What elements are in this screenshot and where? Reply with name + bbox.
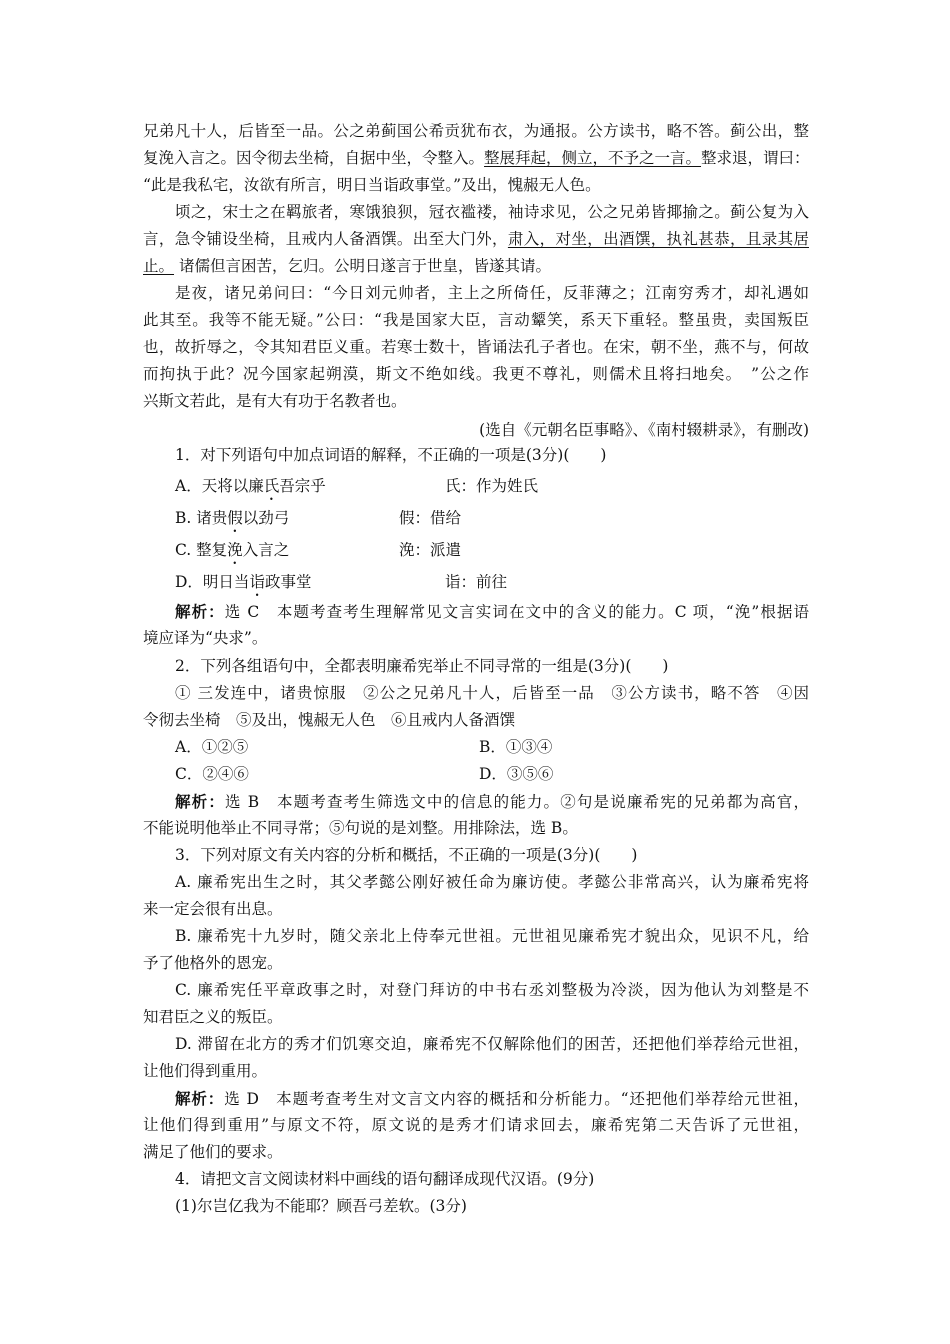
passage bbox=[143, 118, 809, 445]
option-b: B. 廉希宪十九岁时，随父亲北上侍奉元世祖。元世祖见廉希宪才貌出众，见识不凡，给 bbox=[175, 927, 809, 945]
option-d-cont: 让他们得到重用。 bbox=[143, 1062, 268, 1080]
dotted-word: 假 bbox=[227, 509, 243, 527]
underlined-sentence: 整展拜起，侧立，不予之一言。 bbox=[484, 149, 702, 167]
option-d: D．明日当诣政事堂 诣：前往 bbox=[175, 573, 508, 591]
question-3 bbox=[143, 842, 809, 1166]
question-1 bbox=[143, 442, 809, 469]
option-c: C．②④⑥ bbox=[175, 765, 249, 783]
analysis-line: 满足了他们的要求。 bbox=[143, 1143, 283, 1161]
passage-line: 兄弟凡十人，后皆至一品。公之弟蓟国公希贡犹布衣，为通报。公方读书，略不答。蓟公出，整 bbox=[143, 122, 809, 140]
question-stem: 1．对下列语句中加点词语的解释，不正确的一项是(3分)( ) bbox=[175, 446, 607, 464]
option-c-cont: 知君臣之义的叛臣。 bbox=[143, 1008, 283, 1026]
dotted-word: 氏 bbox=[263, 477, 280, 495]
passage-line: “此是我私宅，汝欲有所言，明日当诣政事堂。”及出，愧赧无人色。 bbox=[143, 176, 601, 194]
question-items: 令彻去坐椅 ⑤及出，愧赧无人色 ⑥且戒内人备酒馔 bbox=[143, 711, 516, 729]
option-d: D．③⑤⑥ bbox=[479, 765, 554, 783]
option-b-cont: 予了他格外的恩宠。 bbox=[143, 954, 283, 972]
sub-question-1: (1)尔岂亿我为不能耶？顾吾弓差软。(3分) bbox=[175, 1197, 467, 1215]
underlined-sentence: 肃入，对坐，出酒馔，执礼甚恭，且录其居 bbox=[507, 230, 809, 248]
option-b: B. 诸贵假以劲弓 假：借给 bbox=[175, 509, 462, 527]
question-stem: 2．下列各组语句中，全都表明廉希宪举止不同寻常的一组是(3分)( ) bbox=[175, 657, 669, 675]
question-1-analysis bbox=[143, 598, 809, 652]
source-citation: (选自《元朝名臣事略》、《南村辍耕录》，有删改) bbox=[479, 421, 809, 439]
passage-line: 复浼入言之。因令彻去坐椅，自据中坐，令整入。整展拜起，侧立，不予之一言。整求退，谓曰： bbox=[143, 149, 810, 167]
passage-line: 也，故折辱之，令其知君臣义重。若寒士数十，皆诵法孔子者也。在宋，朝不坐，燕不与，何故 bbox=[143, 338, 809, 356]
question-1-options bbox=[143, 470, 809, 598]
question-items: ① 三发连中，诸贵惊服 ②公之兄弟凡十人，后皆至一品 ③公方读书，略不答 ④因 bbox=[175, 684, 809, 702]
analysis-line: 让他们得到重用”与原文不符，原文说的是秀才们请求回去，廉希宪第二天告诉了元世祖， bbox=[143, 1116, 809, 1134]
analysis-line: 境应译为“央求”。 bbox=[143, 629, 268, 647]
options-row bbox=[143, 734, 809, 761]
analysis-label: 解析： bbox=[175, 1089, 225, 1108]
options-row bbox=[143, 761, 809, 788]
question-2 bbox=[143, 653, 809, 842]
analysis-label: 解析： bbox=[175, 792, 225, 811]
passage-line: 是夜，诸兄弟问曰：“今日刘元帅者，主上之所倚任，反菲薄之；江南穷秀才，却礼遇如 bbox=[175, 284, 809, 302]
option-a: A．①②⑤ bbox=[175, 738, 249, 756]
analysis-line: 解析：选 B 本题考查考生筛选文中的信息的能力。②句是说廉希宪的兄弟都为高官， bbox=[175, 792, 809, 811]
passage-line: 顷之，宋士之在羁旅者，寒饿狼狈，冠衣褴褛，袖诗求见，公之兄弟皆揶揄之。蓟公复为入 bbox=[175, 203, 809, 221]
question-stem: 3．下列对原文有关内容的分析和概括，不正确的一项是(3分)( ) bbox=[175, 846, 638, 864]
option-a-cont: 来一定会很有出息。 bbox=[143, 900, 283, 918]
option-a: A．天将以廉氏吾宗乎 氏：作为姓氏 bbox=[175, 477, 539, 495]
analysis-line: 不能说明他举止不同寻常；⑤句说的是刘整。用排除法，选 B。 bbox=[143, 819, 578, 837]
analysis-label: 解析： bbox=[175, 602, 225, 621]
option-b: B．①③④ bbox=[479, 738, 553, 756]
question-4 bbox=[143, 1166, 809, 1220]
underlined-sentence: 止。 bbox=[143, 257, 175, 275]
option-d: D. 滞留在北方的秀才们饥寒交迫，廉希宪不仅解除他们的困苦，还把他们举荐给元世祖， bbox=[175, 1035, 809, 1053]
dotted-word: 浼 bbox=[227, 541, 243, 559]
option-c: C. 整复浼入言之 浼：派遣 bbox=[175, 541, 462, 559]
analysis-line: 解析：选 D 本题考查考生对文言文内容的概括和分析能力。“还把他们举荐给元世祖， bbox=[175, 1089, 809, 1108]
passage-line: 言，急令铺设坐椅，且戒内人备酒馔。出至大门外，肃入，对坐，出酒馔，执礼甚恭，且录其居 bbox=[143, 230, 809, 248]
analysis-line: 解析：选 C 本题考查考生理解常见文言实词在文中的含义的能力。C 项，“浼”根据语 bbox=[175, 602, 809, 621]
dotted-word: 诣 bbox=[249, 573, 265, 591]
question-stem: 4．请把文言文阅读材料中画线的语句翻译成现代汉语。(9分) bbox=[175, 1170, 595, 1188]
passage-line: 此其至。我等不能无疑。”公曰：“我是国家大臣，言动颦笑，系天下重轻。整虽贵，卖国叛臣 bbox=[143, 311, 809, 329]
option-c: C. 廉希宪任平章政事之时，对登门拜访的中书右丞刘整极为冷淡，因为他认为刘整是不 bbox=[175, 981, 809, 999]
passage-line: 而拘执于此？况今国家起朔漠，斯文不绝如线。我更不尊礼，则儒术且将扫地矣。 ”公之作 bbox=[143, 365, 809, 383]
option-a: A. 廉希宪出生之时，其父孝懿公刚好被任命为廉访使。孝懿公非常高兴，认为廉希宪将 bbox=[175, 873, 809, 891]
passage-line: 止。 诸儒但言困苦，乞归。公明日遂言于世皇，皆遂其请。 bbox=[143, 257, 551, 275]
passage-line: 兴斯文若此，是有大有功于名教者也。 bbox=[143, 392, 407, 410]
